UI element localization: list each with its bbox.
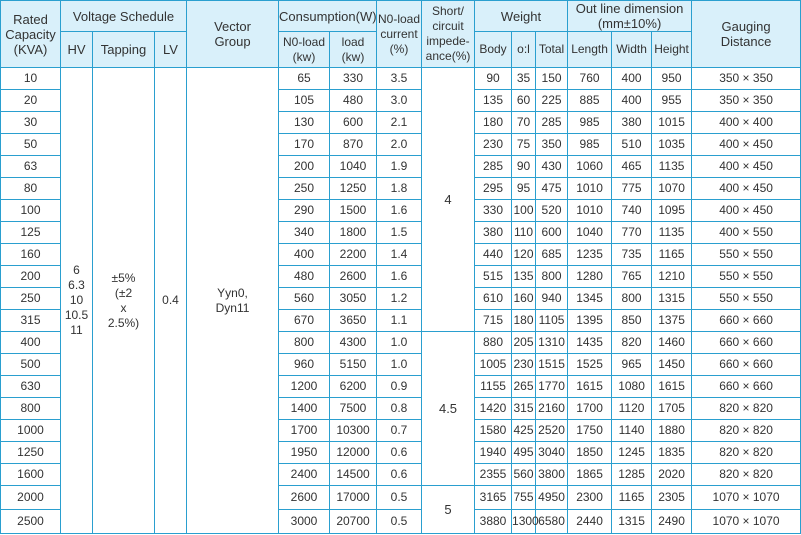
cell-body: 1940 — [475, 442, 512, 464]
cell-body: 380 — [475, 222, 512, 244]
cell-current: 1.1 — [377, 310, 422, 332]
cell-load: 6200 — [330, 376, 377, 398]
cell-current: 3.5 — [377, 68, 422, 90]
cell-load: 4300 — [330, 332, 377, 354]
cell-width: 400 — [612, 90, 652, 112]
cell-oil: 560 — [512, 464, 536, 486]
cell-current: 1.5 — [377, 222, 422, 244]
cell-capacity: 160 — [1, 244, 61, 266]
cell-oil: 425 — [512, 420, 536, 442]
cell-load: 870 — [330, 134, 377, 156]
cell-total: 6580 — [536, 510, 568, 534]
cell-width: 800 — [612, 288, 652, 310]
cell-height: 1135 — [652, 156, 692, 178]
cell-load: 20700 — [330, 510, 377, 534]
cell-n0-load: 1200 — [279, 376, 330, 398]
cell-body: 1005 — [475, 354, 512, 376]
cell-vector-group: Yyn0, Dyn11 — [187, 68, 279, 534]
cell-total: 1310 — [536, 332, 568, 354]
cell-n0-load: 290 — [279, 200, 330, 222]
cell-width: 1315 — [612, 510, 652, 534]
cell-current: 2.1 — [377, 112, 422, 134]
cell-height: 1070 — [652, 178, 692, 200]
cell-oil: 90 — [512, 156, 536, 178]
cell-load: 3050 — [330, 288, 377, 310]
cell-impedance-5: 5 — [422, 486, 475, 534]
cell-total: 800 — [536, 266, 568, 288]
cell-oil: 120 — [512, 244, 536, 266]
cell-gauging: 400 × 450 — [692, 156, 801, 178]
cell-load: 10300 — [330, 420, 377, 442]
cell-current: 1.6 — [377, 200, 422, 222]
cell-body: 295 — [475, 178, 512, 200]
cell-current: 1.8 — [377, 178, 422, 200]
cell-length: 985 — [568, 112, 612, 134]
cell-height: 955 — [652, 90, 692, 112]
cell-length: 1525 — [568, 354, 612, 376]
header-weight: Weight — [475, 1, 568, 32]
cell-n0-load: 65 — [279, 68, 330, 90]
cell-height: 1015 — [652, 112, 692, 134]
header-load: load (kw) — [330, 32, 377, 68]
cell-capacity: 800 — [1, 398, 61, 420]
cell-body: 90 — [475, 68, 512, 90]
cell-capacity: 630 — [1, 376, 61, 398]
cell-gauging: 550 × 550 — [692, 288, 801, 310]
header-outline-dimension: Out line dimension (mm±10%) — [568, 1, 692, 32]
cell-total: 685 — [536, 244, 568, 266]
cell-total: 225 — [536, 90, 568, 112]
cell-capacity: 1250 — [1, 442, 61, 464]
cell-gauging: 820 × 820 — [692, 398, 801, 420]
cell-gauging: 660 × 660 — [692, 376, 801, 398]
cell-n0-load: 1700 — [279, 420, 330, 442]
cell-oil: 1300 — [512, 510, 536, 534]
cell-oil: 35 — [512, 68, 536, 90]
cell-current: 0.6 — [377, 442, 422, 464]
cell-oil: 100 — [512, 200, 536, 222]
cell-height: 1835 — [652, 442, 692, 464]
cell-height: 1315 — [652, 288, 692, 310]
cell-length: 1345 — [568, 288, 612, 310]
cell-impedance-4-5: 4.5 — [422, 332, 475, 486]
header-short-circuit-impedance: Short/ circuit impede- ance(%) — [422, 1, 475, 68]
cell-n0-load: 2600 — [279, 486, 330, 510]
cell-length: 1865 — [568, 464, 612, 486]
cell-n0-load: 250 — [279, 178, 330, 200]
header-total: Total — [536, 32, 568, 68]
cell-n0-load: 170 — [279, 134, 330, 156]
header-length: Length — [568, 32, 612, 68]
cell-n0-load: 960 — [279, 354, 330, 376]
header-rated-capacity: Rated Capacity (KVA) — [1, 1, 61, 68]
header-gauging-distance: Gauging Distance — [692, 1, 801, 68]
cell-load: 14500 — [330, 464, 377, 486]
cell-capacity: 50 — [1, 134, 61, 156]
cell-capacity: 1000 — [1, 420, 61, 442]
cell-n0-load: 340 — [279, 222, 330, 244]
cell-oil: 265 — [512, 376, 536, 398]
cell-n0-load: 200 — [279, 156, 330, 178]
cell-n0-load: 800 — [279, 332, 330, 354]
cell-total: 520 — [536, 200, 568, 222]
cell-length: 1010 — [568, 200, 612, 222]
cell-capacity: 2000 — [1, 486, 61, 510]
cell-capacity: 500 — [1, 354, 61, 376]
cell-gauging: 550 × 550 — [692, 266, 801, 288]
cell-height: 1095 — [652, 200, 692, 222]
cell-height: 950 — [652, 68, 692, 90]
cell-width: 740 — [612, 200, 652, 222]
cell-n0-load: 670 — [279, 310, 330, 332]
cell-capacity: 30 — [1, 112, 61, 134]
header-oil: o:l — [512, 32, 536, 68]
cell-width: 1285 — [612, 464, 652, 486]
table-row — [1, 68, 801, 90]
cell-length: 1700 — [568, 398, 612, 420]
cell-tapping-values: ±5% (±2 x 2.5%) — [93, 68, 155, 534]
cell-oil: 160 — [512, 288, 536, 310]
cell-oil: 230 — [512, 354, 536, 376]
header-n0-load: N0-load (kw) — [279, 32, 330, 68]
header-hv: HV — [61, 32, 93, 68]
cell-total: 430 — [536, 156, 568, 178]
cell-n0-load: 3000 — [279, 510, 330, 534]
cell-gauging: 350 × 350 — [692, 90, 801, 112]
cell-body: 440 — [475, 244, 512, 266]
header-n0-load-current: N0-load current (%) — [377, 1, 422, 68]
cell-width: 1245 — [612, 442, 652, 464]
cell-length: 1615 — [568, 376, 612, 398]
cell-load: 330 — [330, 68, 377, 90]
cell-current: 0.8 — [377, 398, 422, 420]
cell-gauging: 400 × 450 — [692, 134, 801, 156]
cell-body: 880 — [475, 332, 512, 354]
cell-capacity: 10 — [1, 68, 61, 90]
cell-body: 1420 — [475, 398, 512, 420]
cell-width: 510 — [612, 134, 652, 156]
cell-height: 2490 — [652, 510, 692, 534]
cell-length: 1750 — [568, 420, 612, 442]
cell-gauging: 820 × 820 — [692, 464, 801, 486]
cell-capacity: 80 — [1, 178, 61, 200]
cell-n0-load: 1400 — [279, 398, 330, 420]
header-consumption: Consumption(W) — [279, 1, 377, 32]
cell-current: 1.2 — [377, 288, 422, 310]
cell-oil: 75 — [512, 134, 536, 156]
cell-current: 0.7 — [377, 420, 422, 442]
cell-body: 3880 — [475, 510, 512, 534]
cell-length: 1280 — [568, 266, 612, 288]
cell-width: 380 — [612, 112, 652, 134]
table-body — [1, 68, 801, 534]
cell-length: 1395 — [568, 310, 612, 332]
cell-n0-load: 130 — [279, 112, 330, 134]
header-voltage-schedule: Voltage Schedule — [61, 1, 187, 32]
cell-total: 475 — [536, 178, 568, 200]
cell-gauging: 350 × 350 — [692, 68, 801, 90]
cell-load: 1500 — [330, 200, 377, 222]
cell-length: 760 — [568, 68, 612, 90]
cell-length: 2300 — [568, 486, 612, 510]
cell-load: 17000 — [330, 486, 377, 510]
cell-gauging: 660 × 660 — [692, 354, 801, 376]
cell-gauging: 820 × 820 — [692, 442, 801, 464]
cell-width: 465 — [612, 156, 652, 178]
cell-length: 985 — [568, 134, 612, 156]
header-lv: LV — [155, 32, 187, 68]
cell-total: 1515 — [536, 354, 568, 376]
cell-height: 1615 — [652, 376, 692, 398]
cell-hv-values: 6 6.3 10 10.5 11 — [61, 68, 93, 534]
cell-width: 1080 — [612, 376, 652, 398]
cell-capacity: 200 — [1, 266, 61, 288]
cell-oil: 315 — [512, 398, 536, 420]
cell-body: 1155 — [475, 376, 512, 398]
cell-height: 1165 — [652, 244, 692, 266]
cell-width: 770 — [612, 222, 652, 244]
cell-width: 735 — [612, 244, 652, 266]
cell-current: 0.5 — [377, 510, 422, 534]
cell-width: 1120 — [612, 398, 652, 420]
cell-body: 330 — [475, 200, 512, 222]
header-vector-group: Vector Group — [187, 1, 279, 68]
cell-length: 2440 — [568, 510, 612, 534]
cell-gauging: 660 × 660 — [692, 332, 801, 354]
cell-gauging: 820 × 820 — [692, 420, 801, 442]
cell-load: 480 — [330, 90, 377, 112]
cell-length: 1040 — [568, 222, 612, 244]
cell-total: 2520 — [536, 420, 568, 442]
cell-oil: 180 — [512, 310, 536, 332]
cell-length: 1435 — [568, 332, 612, 354]
cell-capacity: 1600 — [1, 464, 61, 486]
cell-current: 0.6 — [377, 464, 422, 486]
cell-current: 1.9 — [377, 156, 422, 178]
cell-gauging: 660 × 660 — [692, 310, 801, 332]
cell-width: 775 — [612, 178, 652, 200]
cell-oil: 135 — [512, 266, 536, 288]
cell-oil: 70 — [512, 112, 536, 134]
cell-body: 285 — [475, 156, 512, 178]
cell-load: 12000 — [330, 442, 377, 464]
cell-gauging: 400 × 550 — [692, 222, 801, 244]
cell-n0-load: 400 — [279, 244, 330, 266]
cell-load: 3650 — [330, 310, 377, 332]
cell-oil: 95 — [512, 178, 536, 200]
cell-length: 1235 — [568, 244, 612, 266]
cell-width: 765 — [612, 266, 652, 288]
cell-current: 3.0 — [377, 90, 422, 112]
header-body: Body — [475, 32, 512, 68]
cell-height: 2305 — [652, 486, 692, 510]
cell-gauging: 1070 × 1070 — [692, 486, 801, 510]
cell-capacity: 125 — [1, 222, 61, 244]
cell-oil: 495 — [512, 442, 536, 464]
cell-load: 5150 — [330, 354, 377, 376]
cell-n0-load: 480 — [279, 266, 330, 288]
cell-height: 2020 — [652, 464, 692, 486]
cell-oil: 205 — [512, 332, 536, 354]
cell-height: 1375 — [652, 310, 692, 332]
cell-body: 3165 — [475, 486, 512, 510]
cell-total: 150 — [536, 68, 568, 90]
cell-height: 1035 — [652, 134, 692, 156]
cell-length: 885 — [568, 90, 612, 112]
cell-total: 1105 — [536, 310, 568, 332]
cell-body: 715 — [475, 310, 512, 332]
cell-total: 600 — [536, 222, 568, 244]
cell-width: 850 — [612, 310, 652, 332]
cell-width: 820 — [612, 332, 652, 354]
cell-n0-load: 2400 — [279, 464, 330, 486]
cell-load: 7500 — [330, 398, 377, 420]
cell-n0-load: 105 — [279, 90, 330, 112]
cell-length: 1060 — [568, 156, 612, 178]
cell-current: 1.6 — [377, 266, 422, 288]
cell-load: 600 — [330, 112, 377, 134]
cell-width: 965 — [612, 354, 652, 376]
cell-load: 1800 — [330, 222, 377, 244]
cell-length: 1850 — [568, 442, 612, 464]
cell-lv-value: 0.4 — [155, 68, 187, 534]
cell-oil: 110 — [512, 222, 536, 244]
cell-impedance-4: 4 — [422, 68, 475, 332]
cell-capacity: 63 — [1, 156, 61, 178]
cell-capacity: 20 — [1, 90, 61, 112]
cell-capacity: 100 — [1, 200, 61, 222]
cell-load: 1250 — [330, 178, 377, 200]
cell-total: 4950 — [536, 486, 568, 510]
cell-current: 0.9 — [377, 376, 422, 398]
cell-total: 350 — [536, 134, 568, 156]
cell-total: 2160 — [536, 398, 568, 420]
cell-load: 2200 — [330, 244, 377, 266]
cell-body: 2355 — [475, 464, 512, 486]
cell-height: 1460 — [652, 332, 692, 354]
cell-capacity: 400 — [1, 332, 61, 354]
cell-n0-load: 1950 — [279, 442, 330, 464]
cell-body: 515 — [475, 266, 512, 288]
cell-n0-load: 560 — [279, 288, 330, 310]
cell-body: 180 — [475, 112, 512, 134]
cell-height: 1705 — [652, 398, 692, 420]
cell-current: 0.5 — [377, 486, 422, 510]
header-width: Width — [612, 32, 652, 68]
cell-total: 3040 — [536, 442, 568, 464]
cell-oil: 755 — [512, 486, 536, 510]
cell-gauging: 1070 × 1070 — [692, 510, 801, 534]
cell-height: 1450 — [652, 354, 692, 376]
cell-length: 1010 — [568, 178, 612, 200]
cell-load: 1040 — [330, 156, 377, 178]
cell-height: 1135 — [652, 222, 692, 244]
cell-total: 3800 — [536, 464, 568, 486]
cell-current: 1.0 — [377, 332, 422, 354]
cell-current: 1.0 — [377, 354, 422, 376]
cell-gauging: 400 × 450 — [692, 200, 801, 222]
cell-gauging: 400 × 450 — [692, 178, 801, 200]
header-tapping: Tapping — [93, 32, 155, 68]
cell-body: 1580 — [475, 420, 512, 442]
cell-total: 940 — [536, 288, 568, 310]
cell-oil: 60 — [512, 90, 536, 112]
cell-body: 230 — [475, 134, 512, 156]
cell-capacity: 315 — [1, 310, 61, 332]
cell-capacity: 250 — [1, 288, 61, 310]
cell-total: 285 — [536, 112, 568, 134]
cell-gauging: 400 × 400 — [692, 112, 801, 134]
cell-total: 1770 — [536, 376, 568, 398]
cell-height: 1880 — [652, 420, 692, 442]
cell-current: 2.0 — [377, 134, 422, 156]
cell-load: 2600 — [330, 266, 377, 288]
cell-capacity: 2500 — [1, 510, 61, 534]
cell-width: 1140 — [612, 420, 652, 442]
cell-width: 400 — [612, 68, 652, 90]
cell-gauging: 550 × 550 — [692, 244, 801, 266]
cell-current: 1.4 — [377, 244, 422, 266]
cell-width: 1165 — [612, 486, 652, 510]
header-height: Height — [652, 32, 692, 68]
cell-body: 610 — [475, 288, 512, 310]
cell-body: 135 — [475, 90, 512, 112]
cell-height: 1210 — [652, 266, 692, 288]
table-header — [1, 1, 801, 68]
